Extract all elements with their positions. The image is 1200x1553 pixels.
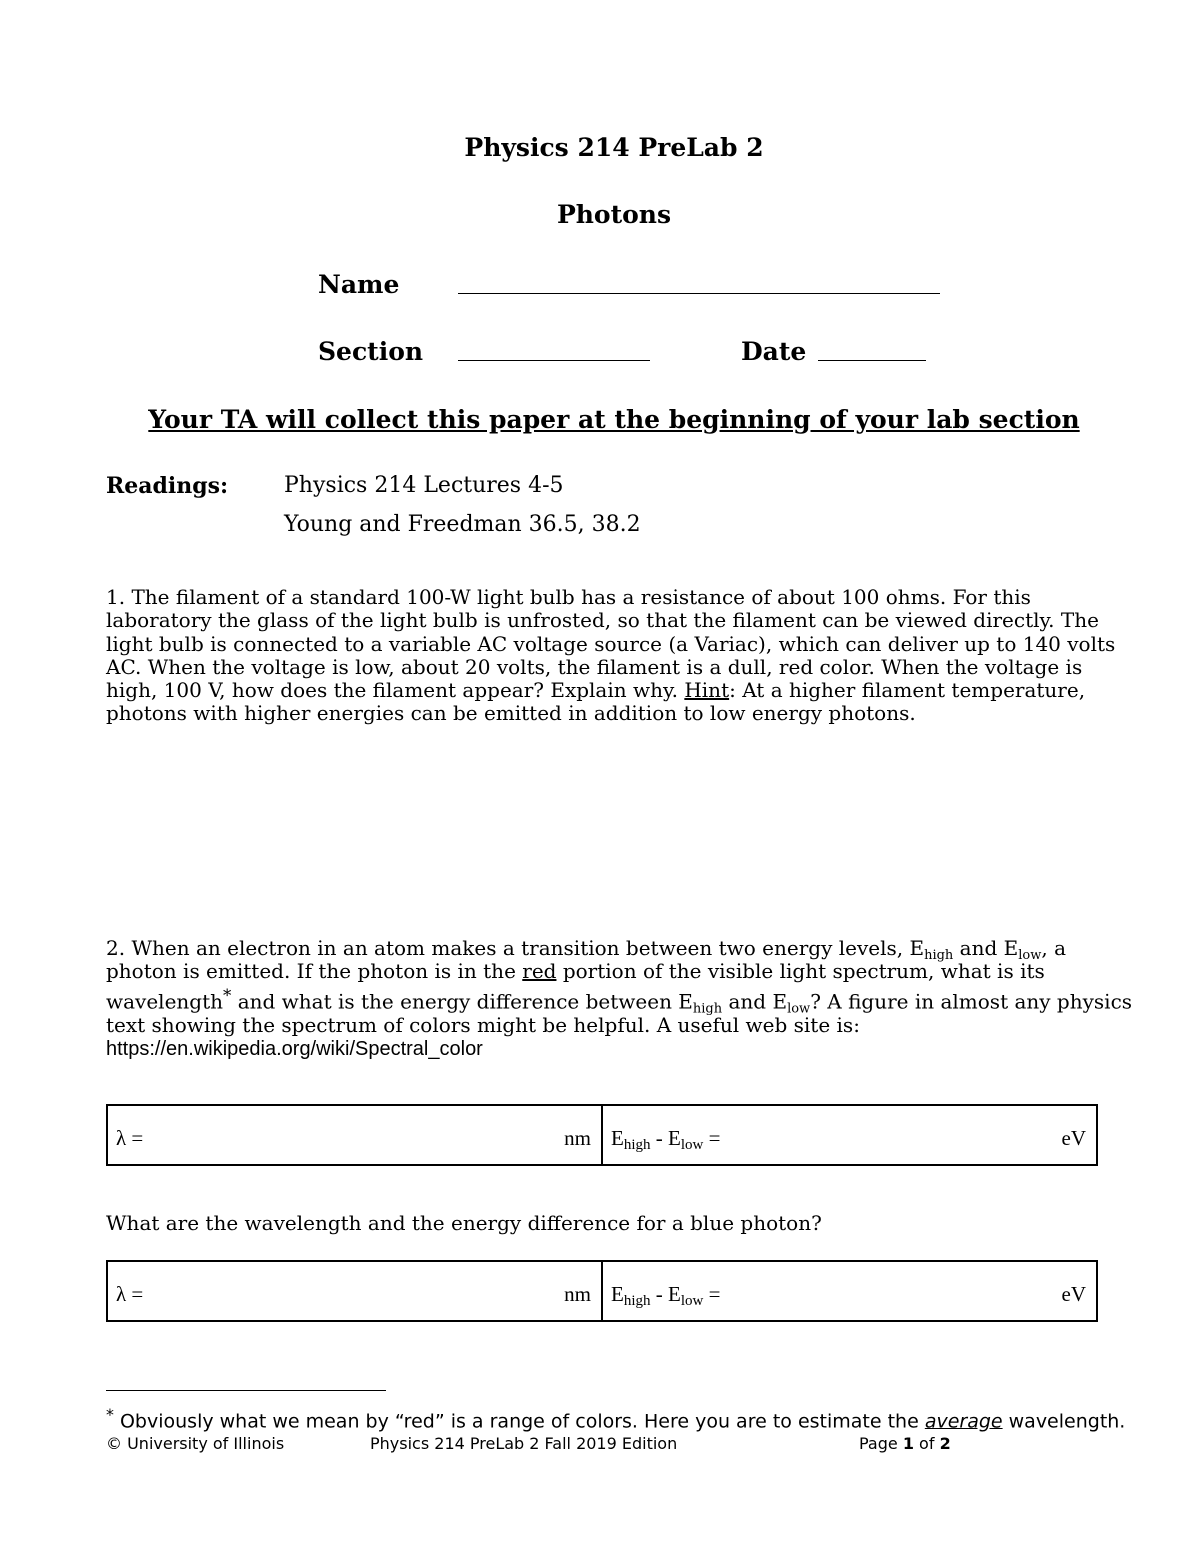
- ev-unit: eV: [1061, 1126, 1086, 1150]
- date-field[interactable]: [818, 360, 926, 361]
- spectral-color-link[interactable]: https://en.wikipedia.org/wiki/Spectral_color: [106, 1037, 483, 1060]
- q1-text-end: : At a higher filament temperature, photons with higher energies can be emitted in addition to low energy photons.: [106, 678, 1086, 726]
- red-word: red: [522, 959, 557, 984]
- readings-label: Readings:: [106, 473, 229, 499]
- footnote-marker: *: [223, 985, 232, 1005]
- page-title: Physics 214 PreLab 2: [464, 133, 764, 162]
- nm-unit: nm: [564, 1282, 591, 1306]
- subscript-high: high: [692, 1001, 723, 1017]
- reading-item: Physics 214 Lectures 4-5: [284, 473, 564, 498]
- question-1: [106, 586, 1136, 726]
- footnote: * Obviously what we mean by “red” is a range of colors. Here you are to estimate the average wavelength.: [106, 1405, 1126, 1433]
- q2-text: ? A figure in almost any physics text showing the spectrum of colors might be helpful. A useful web site is:: [106, 989, 1133, 1037]
- subscript-high: high: [924, 948, 954, 963]
- q2-text: and E: [722, 989, 788, 1014]
- lambda-label: λ =: [116, 1126, 144, 1150]
- lambda-label: λ =: [116, 1282, 144, 1306]
- subscript-low: low: [787, 1001, 811, 1017]
- energy-label: $E_{high} - E_{low}$ =: [611, 1126, 721, 1153]
- footer-edition: Physics 214 PreLab 2 Fall 2019 Edition: [370, 1434, 678, 1453]
- question-2: [106, 937, 1136, 1061]
- average-word: average: [924, 1410, 1003, 1433]
- energy-label: $E_{high} - E_{low}$ =: [611, 1282, 721, 1309]
- q2-text: and what is the energy difference between E: [231, 989, 693, 1014]
- q2-text: portion of the visible light spectrum, what is its wavelength: [106, 959, 1045, 1014]
- red-answer-box: [106, 1104, 1098, 1166]
- blue-answer-box: [106, 1260, 1098, 1322]
- ev-unit: eV: [1061, 1282, 1086, 1306]
- q2-text: and E: [953, 936, 1019, 960]
- wavelength-answer-field[interactable]: [108, 1262, 603, 1320]
- hint-word: Hint: [684, 678, 730, 703]
- reading-item: Young and Freedman 36.5, 38.2: [284, 512, 641, 537]
- subscript-low: low: [1018, 948, 1042, 963]
- q2-text: , a photon is emitted. If the photon is in the: [106, 936, 1066, 984]
- wavelength-answer-field[interactable]: [108, 1106, 603, 1164]
- footer-page-number: Page 1 of 2: [859, 1434, 951, 1453]
- energy-answer-field[interactable]: [603, 1106, 1096, 1164]
- q1-text: 1. The filament of a standard 100-W light bulb has a resistance of about 100 ohms. For this laboratory the glass of the light bulb is unfrosted, so that the filament can be viewed directly. The light bulb is connected to a variable AC voltage source (a Variac), which can deliver up to 140 volts AC. When the voltage is low, about 20 volts, the filament is a dull, red color. When the voltage is high, 100 V, how does the filament appear? Explain why.: [106, 585, 1116, 703]
- page-subtitle: Photons: [556, 200, 672, 229]
- name-label: Name: [318, 270, 400, 299]
- section-field[interactable]: [458, 360, 650, 361]
- energy-answer-field[interactable]: [603, 1262, 1096, 1320]
- q2-text: 2. When an electron in an atom makes a transition between two energy levels, E: [106, 936, 925, 960]
- collection-notice: Your TA will collect this paper at the beginning of your lab section: [148, 405, 1080, 434]
- blue-photon-question: What are the wavelength and the energy difference for a blue photon?: [106, 1211, 822, 1235]
- name-field[interactable]: [458, 293, 940, 294]
- footnote-divider: [106, 1390, 386, 1391]
- section-label: Section: [318, 337, 424, 366]
- date-label: Date: [741, 337, 807, 366]
- nm-unit: nm: [564, 1126, 591, 1150]
- footer-copyright: © University of Illinois: [106, 1434, 285, 1453]
